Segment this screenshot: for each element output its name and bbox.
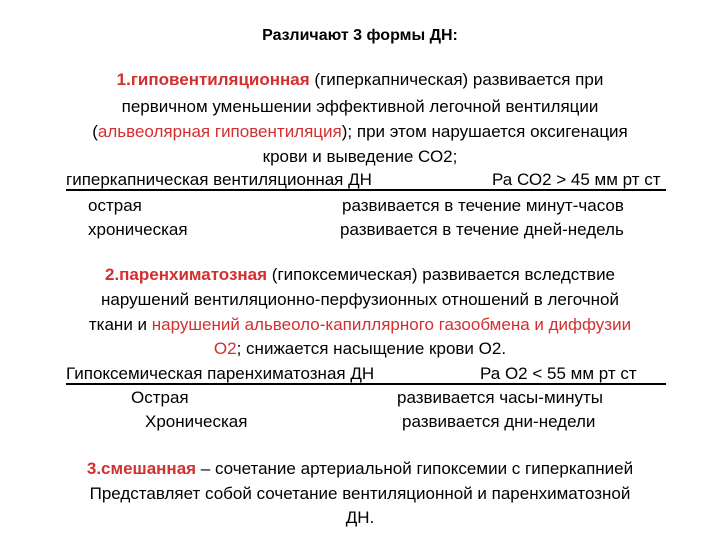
section2-chronic-desc: развивается дни-недели: [402, 412, 596, 431]
section2-acute-desc: развивается часы-минуты: [397, 388, 604, 407]
section1-line2: первичном уменьшении эффективной легочной вентиляции: [121, 97, 599, 116]
section1-line3-open: (: [92, 122, 98, 141]
section3-line1: [0, 459, 720, 479]
section2-line1: [0, 265, 720, 285]
section2-divider: [66, 383, 666, 385]
section1-line1-text: (гиперкапническая) развивается при: [309, 70, 604, 89]
section2-line4-text: ; снижается насыщение крови О2.: [236, 339, 507, 358]
section2-heading: 2.паренхиматозная: [104, 265, 268, 284]
section1-line3: [0, 122, 720, 142]
section1-type-name: гиперкапническая вентиляционная ДН: [66, 170, 372, 189]
section2-line3: [0, 315, 720, 335]
section2-chronic-label: Хроническая: [145, 412, 248, 431]
section1-chronic-desc: развивается в течение дней-недель: [340, 220, 624, 239]
section1-acute-desc: развивается в течение минут-часов: [342, 196, 624, 215]
section3-heading: 3.смешанная: [86, 459, 197, 478]
section1-line3-text: ); при этом нарушается оксигенация: [341, 122, 628, 141]
section1-divider: [66, 189, 666, 191]
section2-line1-text: (гипоксемическая) развивается вследствие: [267, 265, 616, 284]
section2-line3-prefix: ткани и: [88, 315, 152, 334]
section2-criterion: Ра О2 < 55 мм рт ст: [480, 364, 637, 383]
section3-line3: ДН.: [345, 508, 375, 527]
section1-alveolar-term: альвеолярная гиповентиляция: [97, 122, 342, 141]
section1-chronic-label: хроническая: [88, 220, 188, 239]
section3-line1-text: – сочетание артериальной гипоксемии с гиперкапнией: [196, 459, 634, 478]
section3-line2: Представляет собой сочетание вентиляционной и паренхиматозной: [89, 484, 631, 503]
section2-line4: [0, 339, 720, 359]
section1-line4: крови и выведение СО2;: [262, 147, 458, 166]
section2-exchange-term: нарушений альвеоло-капиллярного газообмена и диффузии: [151, 315, 632, 334]
page-title: Различают 3 формы ДН:: [262, 27, 458, 44]
section1-line1: [0, 70, 720, 90]
section2-line2: нарушений вентиляционно-перфузионных отношений в легочной: [101, 290, 619, 309]
section1-heading: 1.гиповентиляционная: [116, 70, 310, 89]
section2-acute-label: Острая: [131, 388, 189, 407]
section2-o2-term: О2: [213, 339, 237, 358]
section1-criterion: Ра СО2 > 45 мм рт ст: [492, 170, 661, 189]
section2-type-name: Гипоксемическая паренхиматозная ДН: [66, 364, 375, 383]
section1-acute-label: острая: [88, 196, 142, 215]
